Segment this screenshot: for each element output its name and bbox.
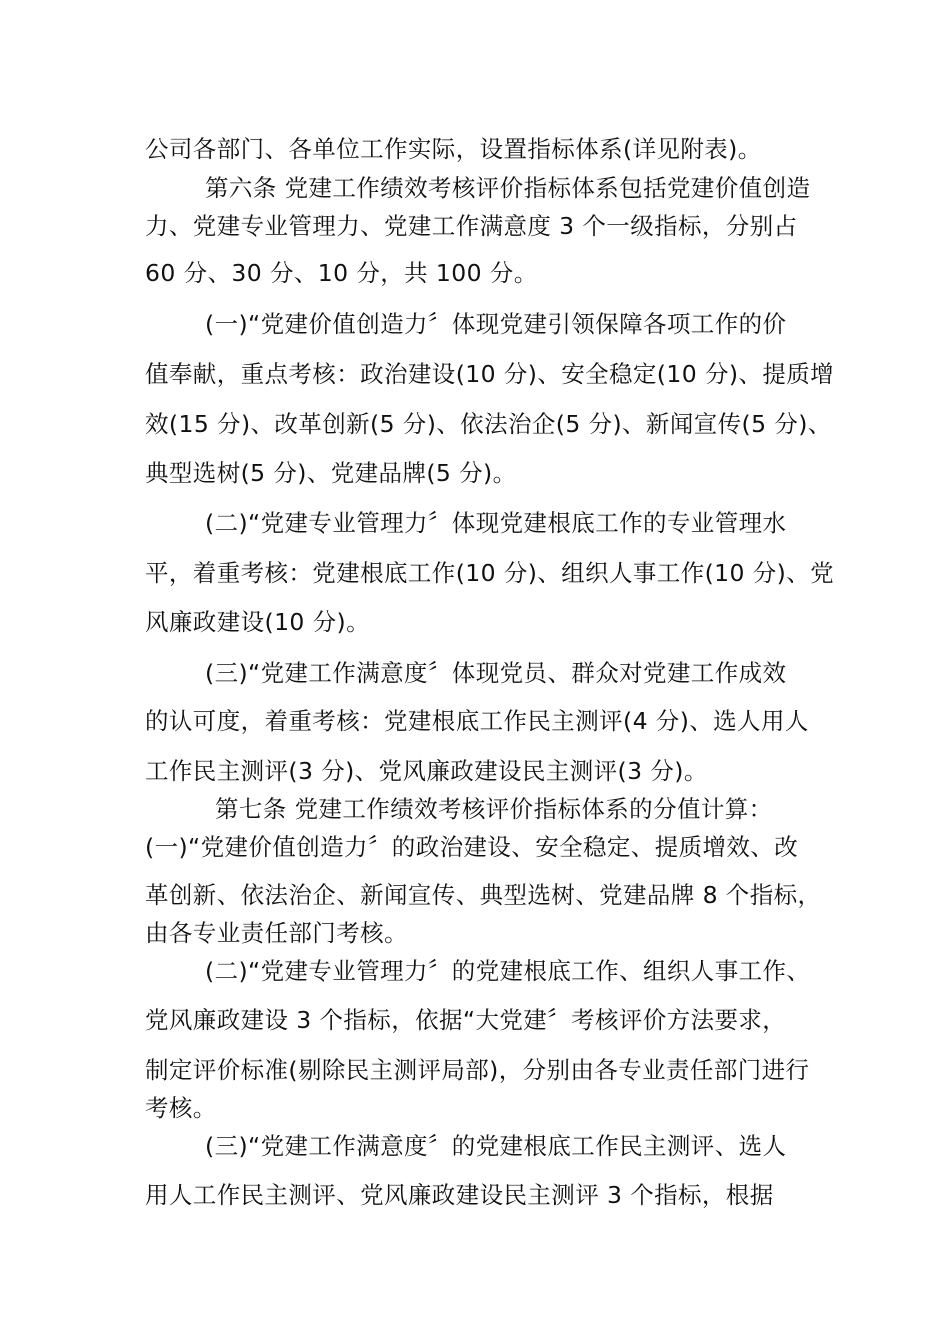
text-line-1: 公司各部门、各单位工作实际，设置指标体系(详见附表)。 [145, 135, 762, 163]
text-line-10: 平，着重考核：党建根底工作(10 分)、组织人事工作(10 分)、党 [145, 559, 835, 587]
text-line-3: 力、党建专业管理力、党建工作满意度 3 个一级指标，分别占 [145, 212, 798, 240]
text-line-17: 革创新、依法治企、新闻宣传、典型选树、党建品牌 8 个指标， [145, 881, 822, 909]
text-line-20: 党风廉政建设 3 个指标，依据“大党建〞考核评价方法要求， [145, 1006, 787, 1034]
text-line-8: 典型选树(5 分)、党建品牌(5 分)。 [145, 459, 517, 487]
text-line-2: 第六条 党建工作绩效考核评价指标体系包括党建价值创造 [205, 174, 811, 202]
text-line-5: (一)“党建价值创造力〞体现党建引领保障各项工作的价 [205, 310, 787, 338]
text-line-7: 效(15 分)、改革创新(5 分)、依法治企(5 分)、新闻宣传(5 分)、 [145, 410, 832, 438]
text-line-14: 工作民主测评(3 分)、党风廉政建设民主测评(3 分)。 [145, 757, 708, 785]
text-line-12: (三)“党建工作满意度〞体现党员、群众对党建工作成效 [205, 659, 787, 687]
text-line-13: 的认可度，着重考核：党建根底工作民主测评(4 分)、选人用人 [145, 707, 809, 735]
text-line-24: 用人工作民主测评、党风廉政建设民主测评 3 个指标，根据 [145, 1181, 774, 1209]
text-line-9: (二)“党建专业管理力〞体现党建根底工作的专业管理水 [205, 509, 787, 537]
text-line-15: 第七条 党建工作绩效考核评价指标体系的分值计算： [215, 795, 773, 823]
text-line-16: (一)“党建价值创造力〞的政治建设、安全稳定、提质增效、改 [145, 833, 799, 861]
text-line-19: (二)“党建专业管理力〞的党建根底工作、组织人事工作、 [205, 957, 811, 985]
text-line-6: 值奉献，重点考核：政治建设(10 分)、安全稳定(10 分)、提质增 [145, 360, 835, 388]
text-line-21: 制定评价标准(剔除民主测评局部)，分别由各专业责任部门进行 [145, 1056, 810, 1084]
text-line-18: 由各专业责任部门考核。 [145, 919, 408, 947]
text-line-4: 60 分、30 分、10 分，共 100 分。 [145, 259, 538, 287]
text-line-22: 考核。 [145, 1094, 217, 1122]
text-line-23: (三)“党建工作满意度〞的党建根底工作民主测评、选人 [205, 1132, 787, 1160]
text-line-11: 风廉政建设(10 分)。 [145, 608, 371, 636]
